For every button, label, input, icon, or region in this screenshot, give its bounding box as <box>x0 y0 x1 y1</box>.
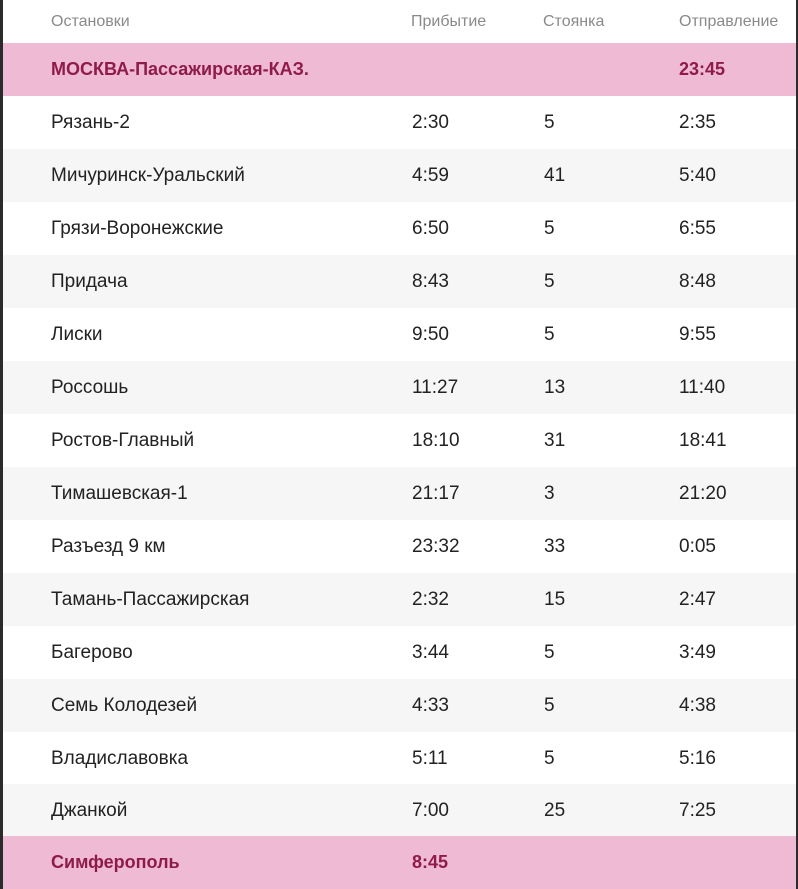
arrival-time: 2:32 <box>412 589 449 610</box>
stop-duration: 3 <box>544 483 555 504</box>
departure-time: 7:25 <box>679 800 716 821</box>
table-row <box>3 679 796 732</box>
departure-time: 5:16 <box>679 748 716 769</box>
station-name: Придача <box>51 271 128 292</box>
table-row <box>3 836 796 889</box>
schedule-table <box>3 0 796 889</box>
arrival-time: 5:11 <box>412 748 448 769</box>
table-row <box>3 573 796 626</box>
table-row <box>3 308 796 361</box>
table-row <box>3 361 796 414</box>
table-header <box>3 0 796 43</box>
station-name: Ростов-Главный <box>51 430 195 451</box>
arrival-time: 7:00 <box>412 800 449 821</box>
arrival-time: 9:50 <box>412 324 449 345</box>
header-station: Остановки <box>51 13 130 30</box>
station-name: Россошь <box>51 377 129 398</box>
stop-duration: 5 <box>544 642 555 663</box>
departure-time: 9:55 <box>679 324 716 345</box>
departure-time: 11:40 <box>679 377 726 398</box>
arrival-time: 2:30 <box>412 112 449 133</box>
table-row <box>3 732 796 785</box>
table-row <box>3 467 796 520</box>
stop-duration: 5 <box>544 748 555 769</box>
departure-time: 21:20 <box>679 483 727 504</box>
departure-time: 2:47 <box>679 589 716 610</box>
stop-duration: 31 <box>544 430 566 451</box>
departure-time: 18:41 <box>679 430 727 451</box>
stop-duration: 25 <box>544 800 566 821</box>
arrival-time: 11:27 <box>412 377 459 398</box>
departure-time: 2:35 <box>679 112 716 133</box>
arrival-time: 3:44 <box>412 642 449 663</box>
header-departure: Отправление <box>679 13 779 30</box>
stop-duration: 33 <box>544 536 566 557</box>
stop-duration: 41 <box>544 165 566 186</box>
arrival-time: 18:10 <box>412 430 460 451</box>
station-name: Тимашевская-1 <box>51 483 188 504</box>
departure-time: 4:38 <box>679 695 716 716</box>
station-name: Тамань-Пассажирская <box>51 589 250 610</box>
arrival-time: 4:59 <box>412 165 449 186</box>
departure-time: 6:55 <box>679 218 716 239</box>
station-name: Джанкой <box>51 800 128 821</box>
station-name: Симферополь <box>51 852 180 872</box>
table-row <box>3 626 796 679</box>
table-row <box>3 784 796 837</box>
stop-duration: 5 <box>544 324 555 345</box>
stop-duration: 5 <box>544 112 555 133</box>
arrival-time: 23:32 <box>412 536 460 557</box>
arrival-time: 21:17 <box>412 483 460 504</box>
table-row <box>3 255 796 308</box>
table-row <box>3 414 796 467</box>
station-name: МОСКВА-Пассажирская-КАЗ. <box>51 59 309 79</box>
header-arrival: Прибытие <box>411 13 487 30</box>
stop-duration: 13 <box>544 377 566 398</box>
station-name: Мичуринск-Уральский <box>51 165 245 186</box>
station-name: Владиславовка <box>51 748 189 769</box>
departure-time: 3:49 <box>679 642 716 663</box>
table-row <box>3 43 796 96</box>
arrival-time: 6:50 <box>412 218 449 239</box>
table-row <box>3 96 796 149</box>
arrival-time: 4:33 <box>412 695 449 716</box>
table-row <box>3 202 796 255</box>
stop-duration: 5 <box>544 218 555 239</box>
table-row <box>3 149 796 202</box>
stop-duration: 5 <box>544 695 555 716</box>
departure-time: 23:45 <box>679 59 726 79</box>
stop-duration: 5 <box>544 271 555 292</box>
station-name: Семь Колодезей <box>51 695 198 716</box>
station-name: Багерово <box>51 642 133 663</box>
station-name: Рязань-2 <box>51 112 130 133</box>
departure-time: 8:48 <box>679 271 716 292</box>
station-name: Разъезд 9 км <box>51 536 166 557</box>
departure-time: 5:40 <box>679 165 716 186</box>
arrival-time: 8:45 <box>412 852 449 872</box>
station-name: Грязи-Воронежские <box>51 218 224 239</box>
table-row <box>3 520 796 573</box>
stop-duration: 15 <box>544 589 566 610</box>
departure-time: 0:05 <box>679 536 716 557</box>
arrival-time: 8:43 <box>412 271 449 292</box>
station-name: Лиски <box>51 324 103 345</box>
header-stop: Стоянка <box>543 13 605 30</box>
